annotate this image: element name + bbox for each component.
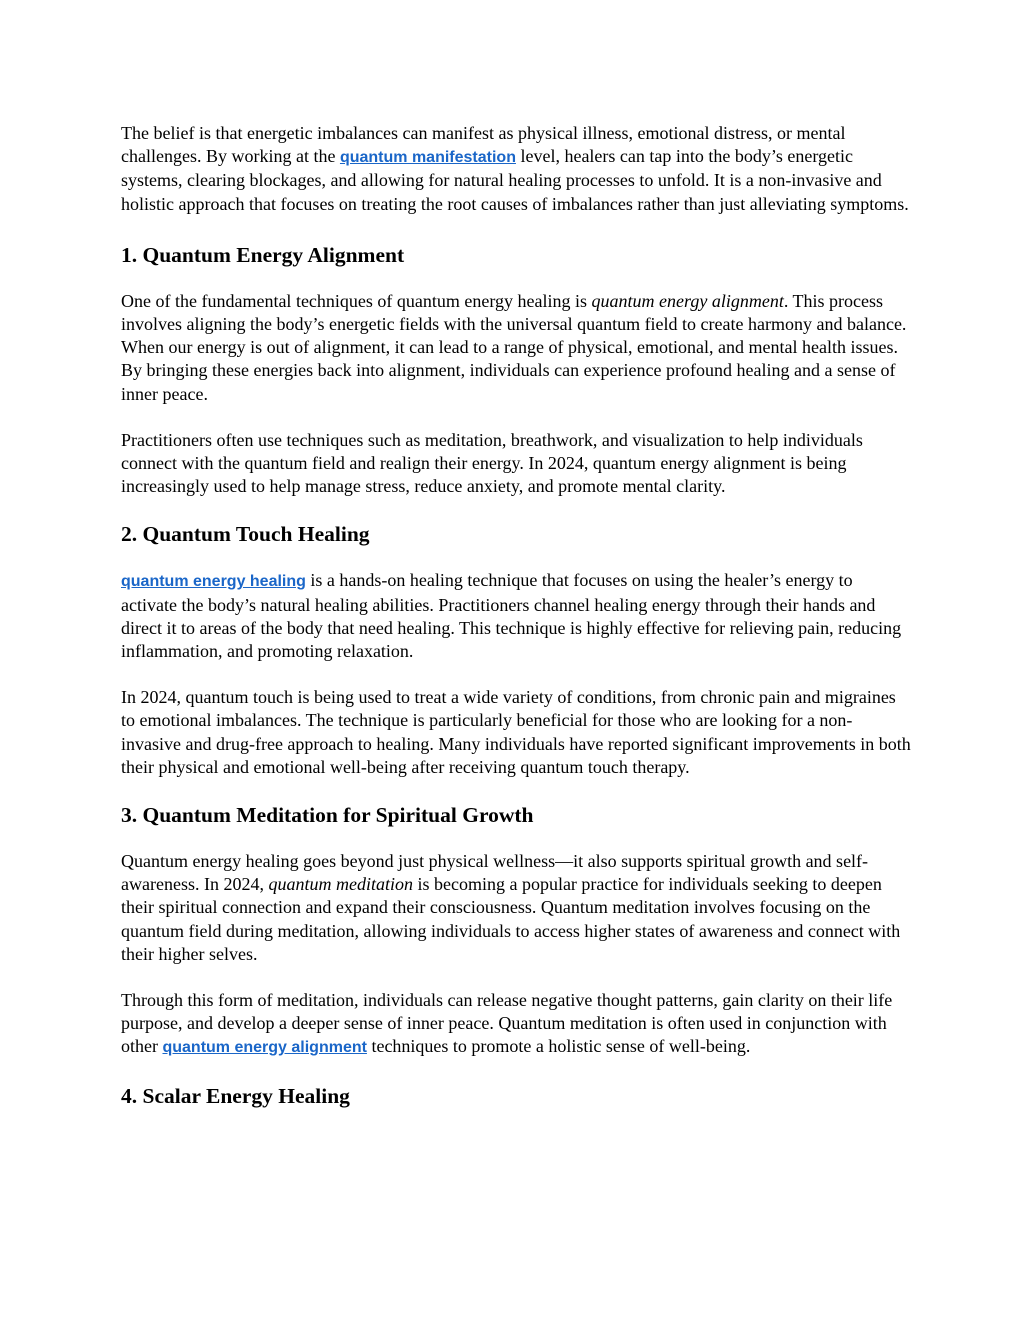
section2-paragraph-1 <box>121 569 911 663</box>
quantum-energy-alignment-link[interactable]: quantum energy alignment <box>162 1039 367 1057</box>
section3-p1-after: is becoming a popular practice for individuals seeking to deepen their spiritual connection and expand their consciousness. Quantum meditation involves focusing on the quantum field during meditation, allowing individuals to access higher states of awareness and connect with their higher selves. <box>121 874 901 964</box>
section1-p1-before: One of the fundamental techniques of quantum energy healing is <box>121 290 592 311</box>
section2-heading: 2. Quantum Touch Healing <box>121 522 370 547</box>
section3-heading: 3. Quantum Meditation for Spiritual Growth <box>121 803 534 828</box>
section1-heading: 1. Quantum Energy Alignment <box>121 242 405 267</box>
intro-text-after: level, healers can tap into the body’s energetic systems, clearing blockages, and allowing for natural healing processes to unfold. It is a non-invasive and holistic approach that focuses on treating the root causes of imbalances rather than just alleviating symptoms. <box>121 146 909 214</box>
section3-p2-before: Through this form of meditation, individuals can release negative thought patterns, gain clarity on their life purpose, and develop a deeper sense of inner peace. Quantum meditation is often used in conjunction with other <box>121 990 893 1057</box>
section3-paragraph-1 <box>121 850 911 966</box>
section3-p1-italic: quantum meditation <box>268 874 413 895</box>
quantum-energy-healing-link[interactable]: quantum energy healing <box>121 573 306 591</box>
document-page <box>121 122 911 1131</box>
section1-p1-italic: quantum energy alignment <box>591 290 784 311</box>
section3-p1-before: Quantum energy healing goes beyond just physical wellness—it also supports spiritual growth and self-awareness. In 2024, <box>121 851 869 895</box>
section1-p1-after: . This process involves aligning the body’s energetic fields with the universal quantum field to create harmony and balance. When our energy is out of alignment, it can lead to a range of physical, emotional, and mental health issues. By bringing these energies back into alignment, individuals can experience profound healing and a sense of inner peace. <box>121 290 907 404</box>
section4-heading: 4. Scalar Energy Healing <box>121 1083 350 1108</box>
section3-p2-after: techniques to promote a holistic sense of well-being. <box>366 1036 751 1057</box>
quantum-manifestation-link[interactable]: quantum manifestation <box>339 149 516 167</box>
section2-paragraph-2: In 2024, quantum touch is being used to treat a wide variety of conditions, from chronic pain and migraines to emotional imbalances. The technique is particularly beneficial for those who are looking for a non-invasive and drug-free approach to healing. Many individuals have reported significant improvements in both their physical and emotional well-being after receiving quantum touch therapy. <box>121 687 911 777</box>
intro-paragraph <box>121 122 911 216</box>
section1-paragraph-1 <box>121 290 911 406</box>
intro-text-before: The belief is that energetic imbalances can manifest as physical illness, emotional distress, or mental challenges. By working at the <box>121 123 846 167</box>
section3-paragraph-2 <box>121 989 911 1060</box>
section1-paragraph-2: Practitioners often use techniques such as meditation, breathwork, and visualization to help individuals connect with the quantum field and realign their energy. In 2024, quantum energy alignment is being increasingly used to help manage stress, reduce anxiety, and promote mental clarity. <box>121 429 863 497</box>
section2-p1-after: is a hands-on healing technique that focuses on using the healer’s energy to activate the body’s natural healing abilities. Practitioners channel healing energy through their hands and direct it to areas of the body that need healing. This technique is highly effective for relieving pain, reducing inflammation, and promoting relaxation. <box>121 570 902 662</box>
